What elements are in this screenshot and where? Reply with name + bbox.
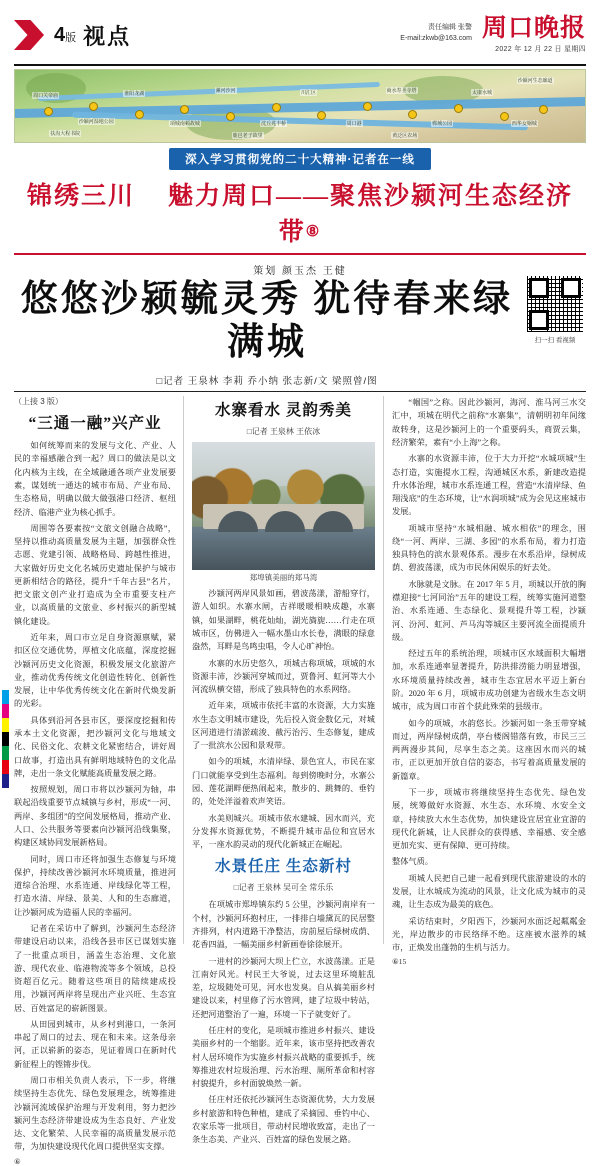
paragraph: 如今的项城，水韵悠长。沙颍河如一条玉带穿城而过，两岸绿树成荫，亭台楼阁错落有致，市民三三两两漫步其间，尽享生态之美。这座因水而兴的城市，正以更加开放自信的姿态，书写着高质量发展的新篇章。 <box>392 718 586 781</box>
map-label: 周口关帝庙 <box>33 92 59 99</box>
map-label: 川汇区 <box>301 89 317 96</box>
map-node <box>44 107 53 116</box>
arrow-logo-icon <box>14 20 44 50</box>
color-swatch-yellow <box>2 718 9 732</box>
column-middle <box>184 396 384 1145</box>
paragraph: 周围等各要素按“文旅文创融合战略”，坚持以推动高质量发展为主题，加强群众性志愿、党建引领、战略格局、跨越性推进，大家做好历史文化名城历史遗址保护与城市更新相结合的路径，提升“千年古县”名片，把文旅文创产业打造成为全市重要支柱产业，以高质量的文旅业、乡村振兴的新型城镇化建设。 <box>14 523 176 626</box>
email-line: E-mail:zkwb@163.com <box>400 35 472 42</box>
map-label: 沙颍河湿地公园 <box>78 118 114 125</box>
map-label: 商水寿圣寺塔 <box>386 88 417 95</box>
photo-caption: 郑埠镇美丽的郑马湾 <box>249 573 318 583</box>
masthead-rule <box>14 64 586 66</box>
series-header <box>14 148 586 248</box>
map-node <box>135 110 144 119</box>
paragraph: 经过五年的系统治理，项城市区水域面积大幅增加，水系连通率显著提升，防洪排涝能力明显增强，水环境质量持续改善，城市生态宜居水平迈上新台阶。2020 年 6 月，项城市成功创建为省级水生态文明城市，成为周口市首个获此殊荣的县级市。 <box>392 649 586 712</box>
paragraph: 如何统筹而来的发展与文化、产业、人民的幸福感融合到一起？周口的做法是以文化内核为主线，在全域融通各项产业发展要素，谋划统一通达的城市布局、产业布局、生态格局，明确以做大做强港口经济、枢纽经济、临港产业为核心抓手。 <box>14 441 176 517</box>
map-label: 沈丘兆丰桥 <box>261 121 287 128</box>
paper-name: 周口晚报 <box>481 15 586 42</box>
map-label: 西华女娲城 <box>511 121 537 128</box>
contact-block <box>400 23 472 47</box>
paragraph: 采访结束时，夕阳西下，沙颍河水面泛起粼粼金光，岸边散步的市民络绎不绝。这座被水滋养的城市，正焕发出蓬勃的生机与活力。 <box>392 916 586 953</box>
qr-block <box>524 275 586 344</box>
masthead <box>14 0 586 62</box>
inline-subhead: 整体气质。 <box>392 857 433 867</box>
paragraph: 具体到沿河各县市区，要深度挖掘和传承本土文化资源，把沙颍河文化与地域文化、民俗文化、农耕文化紧密结合，讲好周口故事，打造出具有鲜明地域特色的文化品牌，走出一条文化赋能高质量发展之路。 <box>14 715 176 778</box>
color-registration-strip <box>2 690 9 800</box>
body-area <box>14 396 586 1166</box>
paragraph: 项城人民把自己建一起看到现代旅游建设的水的发展，让水城成为流动的风景，让文化成为城市的灵魂，让生态成为最美的底色。 <box>392 873 586 910</box>
map-banner-image <box>14 69 586 143</box>
paragraph: 任庄村的变化，是项城市推进乡村振兴、建设美丽乡村的一个缩影。近年来，该市坚持把改善农村人居环境作为实施乡村振兴战略的重要抓手，统筹推进农村垃圾治理、污水治理、厕所革命和村容村貌提升，乡村面貌焕然一新。 <box>192 1025 375 1089</box>
series-kicker: 深入学习贯彻党的二十大精神·记者在一线 <box>169 148 431 170</box>
nameplate <box>482 16 586 54</box>
paragraph: 水寨的水资源丰沛，位于大力开挖“水城项城”生态打造，实施提水工程，沟通城区水系，新建改造提升水体治理，城市水系连通工程，营造“水清岸绿、鱼翔浅底”的生态环境，让“水润项城”成为会见这座城市发展。 <box>392 454 586 517</box>
map-node <box>272 103 281 112</box>
article-byline: □记者 王泉林 李莉 乔小纳 张志新/文 梁照曾/图 <box>156 376 378 388</box>
paragraph: 近年来，周口市立足自身资源禀赋，紧扣区位交通优势，厚植文化底蕴，深度挖掘沙颍河历史文化资源，积极发展文化旅游产业，推动优秀传统文化创造性转化、创新性发展，让中华优秀传统文化在新时代焕发新的光彩。 <box>14 633 176 709</box>
paragraph: 周口市相关负责人表示，下一步，将继续坚持生态优先、绿色发展理念，统筹推进沙颍河流域保护治理与开发利用，努力把沙颍河生态经济带建设成为生态良好、产业发达、文化繁荣、人民幸福的高质量发展示范带，为加快建设现代化周口提供坚实支撑。 <box>14 1076 176 1152</box>
map-river <box>38 82 380 101</box>
series-title-right: 聚焦沙颍河生态经济带 <box>278 183 574 246</box>
map-label: 淮阳龙湖 <box>124 91 145 98</box>
map-label: 鹿邑老子故里 <box>232 132 263 139</box>
map-label: 沙颍河生态廊道 <box>517 78 553 85</box>
column-left <box>14 396 184 1166</box>
series-rule <box>14 253 586 255</box>
paragraph: 任庄村还依托沙颍河生态资源优势，大力发展乡村旅游和特色种植，建成了采摘园、垂钓中心、农家乐等一批项目，带动村民增收致富，走出了一条生态美、产业兴、百姓富的绿色发展之路。 <box>192 1095 375 1145</box>
series-episode: ⑧ <box>305 224 322 240</box>
map-node <box>408 110 417 119</box>
mid-subhead: 水寨看水 灵韵秀美 <box>215 402 352 420</box>
end-mark: ⑥ <box>14 1156 21 1166</box>
page-title: 悠悠沙颍毓灵秀 犹待春来绿满城 <box>20 279 514 363</box>
column-right <box>384 396 586 967</box>
map-label: 项城南顿故城 <box>169 121 200 128</box>
paragraph: 水寨的水历史悠久，项城古称项城，项城的水资源丰沛，沙颍河穿城而过，贾鲁河、虹河等大小河流纵横交错，形成了独具特色的水系网络。 <box>192 658 375 695</box>
paragraph: 项城市坚持“水城相融、城水相依”的理念，围绕“一河、两岸、三湖、多园”的水系布局，着力打造独具特色的滨水景观体系。漫步在水系沿岸，绿树成荫、碧波荡漾，成为市民休闲娱乐的好去处。 <box>392 523 586 573</box>
color-swatch-green <box>2 746 9 760</box>
editor-line: 责任编辑 张警 <box>428 24 472 32</box>
qr-corner <box>529 310 549 330</box>
map-node <box>180 105 189 114</box>
continued-note: （上接 3 版） <box>14 397 63 407</box>
paragraph: 沙颍河两岸风景如画，碧波荡漾，游船穿行，游人如织。水寨水闸，吉祥暖暖相映成趣，水寨镇，如果湖畔，桃花灿灿，湖光旖旎……行走在项城市区，仿佛进入一幅水墨山水长卷，满眼的绿意盎然，耳畔是鸟鸣虫唱，令人心旷神怡。 <box>192 589 375 652</box>
paragraph: 如今的项城，水清岸绿、景色宜人，市民在家门口就能享受到生态福利。每到傍晚时分，水寨公园、莲花湖畔便热闹起来，散步的、跳舞的、垂钓的，处处洋溢着欢声笑语。 <box>192 757 375 807</box>
paragraph: 一进村的沙颍河大坝上伫立，水波荡漾。正是江南好风光。村民王大爷说，过去这里环境脏乱差，垃圾随处可见，河水也发臭。自从搞美丽乡村建设以来，村里修了污水管网，建了垃圾中转站，还把河道整治了一遍，环境一下子就变好了。 <box>192 956 375 1019</box>
color-swatch-red <box>2 760 9 774</box>
paragraph: 同时，周口市还将加强生态修复与环境保护，持续改善沙颍河水环境质量，推进河道综合治理、水系连通、岸线绿化等工程，打造水清、岸绿、景美、人和的生态廊道，让沙颍河成为造福人民的幸福河。 <box>14 854 176 917</box>
page-number-value: 4 <box>54 23 65 46</box>
paragraph: 从田园到城市，从乡村到港口，一条河串起了周口的过去、现在和未来。这条母亲河，正以崭新的姿态，见证着周口在新时代新征程上的铿锵步伐。 <box>14 1019 176 1069</box>
map-label: 漯河沙河 <box>215 88 236 95</box>
series-title-mid: 魅力周口—— <box>167 183 330 210</box>
headline-main <box>14 279 520 387</box>
map-label: 周口港 <box>346 121 362 128</box>
paragraph: 近年来，项城市依托丰富的水资源，大力实施水生态文明城市建设，先后投入资金数亿元，对城区河道进行清淤疏浚、截污治污、生态修复，建成了一批滨水公园和景观带。 <box>192 701 375 751</box>
page-number <box>54 24 75 47</box>
map-label: 扶沟大程书院 <box>50 131 81 138</box>
color-swatch-blue <box>2 774 9 788</box>
map-node <box>539 105 548 114</box>
planner-line: 策划 颜玉杰 王健 <box>253 266 347 277</box>
end-mark: ⑥15 <box>392 957 407 967</box>
map-node <box>226 112 235 121</box>
section-title: 视点 <box>83 23 132 49</box>
headline-row <box>14 279 586 387</box>
paragraph: 在项城市郑埠镇东约 5 公里，沙颍河南岸有一个村，沙颍河环抱村庄，一排排白墙黛瓦的民居整齐排列，村内道路干净整洁，房前屋后绿树成荫、花香四溢，一幅美丽乡村新画卷徐徐展开。 <box>192 900 375 950</box>
color-swatch-cyan <box>2 690 9 704</box>
map-node <box>500 112 509 121</box>
paragraph: 按照规划，周口市将以沙颍河为轴，串联起沿线重要节点城镇与乡村，形成“一河、两岸、多组团”的空间发展格局，推动产业、人口、公共服务等要素向沙颍河沿线集聚，构建区域协同发展新格局。 <box>14 785 176 848</box>
paragraph: 水脉就是文脉。在 2017 年 5 月，项城以开放的胸襟迎接“七河同治”五年的建设工程，统筹实施河道整治、水系连通、生态绿化、景观提升等工程，沙颍河、汾河、虹河、芦马沟等城区主要河流全面提质升级。 <box>392 579 586 642</box>
color-swatch-black <box>2 732 9 746</box>
mid-subhead-2: 水景任庄 生态新村 <box>215 858 352 876</box>
paragraph: 记者在采访中了解到，沙颍河生态经济带建设启动以来，沿线各县市区已谋划实施了一批重点项目，涵盖生态治理、文化旅游、现代农业、临港物流等多个领域，总投资超百亿元。随着这些项目的陆续建成投用，沙颍河两岸将呈现出产业兴旺、生态宜居、百姓富足的崭新图景。 <box>14 923 176 1013</box>
qr-code-icon[interactable] <box>526 275 584 333</box>
map-node <box>454 104 463 113</box>
map-label: 郸城公园 <box>432 121 453 128</box>
map-label: 太康水城 <box>472 89 493 96</box>
page-number-unit: 版 <box>65 31 76 44</box>
map-label: 黄泛区农场 <box>392 132 418 139</box>
article-photo <box>192 442 375 570</box>
series-title <box>14 176 586 248</box>
mid-byline: □记者 王泉林 王依冰 <box>246 427 321 437</box>
qr-caption: 扫一扫 看视频 <box>534 337 576 344</box>
color-swatch-magenta <box>2 704 9 718</box>
paragraph: 下一步，项城市将继续坚持生态优先、绿色发展，统筹做好水资源、水生态、水环境、水安全文章，持续放大水生态优势，加快建设宜居宜业宜游的现代化新城，让人民群众的获得感、幸福感、安全感更加充实、更有保障、更可持续。 <box>392 787 586 851</box>
mid-byline-2: □记者 王泉林 吴可全 常乐乐 <box>233 883 334 893</box>
map-node <box>89 102 98 111</box>
paragraph: 水美则城兴。项城市依水建城、因水而兴，充分发挥水资源优势，不断提升城市品位和宜居水平，一座水韵灵动的现代化新城正在崛起。 <box>192 813 375 850</box>
date-line: 2022 年 12 月 22 日 星期四 <box>495 46 586 53</box>
headline-rule <box>14 391 586 392</box>
photo-water <box>192 527 375 571</box>
left-subhead: “三通一融”兴产业 <box>28 415 162 433</box>
paragraph: “帼国”之称。因此沙颍河，海河、淮马河三水交汇中，项城在明代之前称“水寨集”，清朝明初年间缘故转身，这是沙颍河上的一个重要码头，商贾云集，经济繁荣，素有“小上海”之称。 <box>392 398 586 447</box>
series-title-left: 锦绣三川 <box>26 183 135 210</box>
